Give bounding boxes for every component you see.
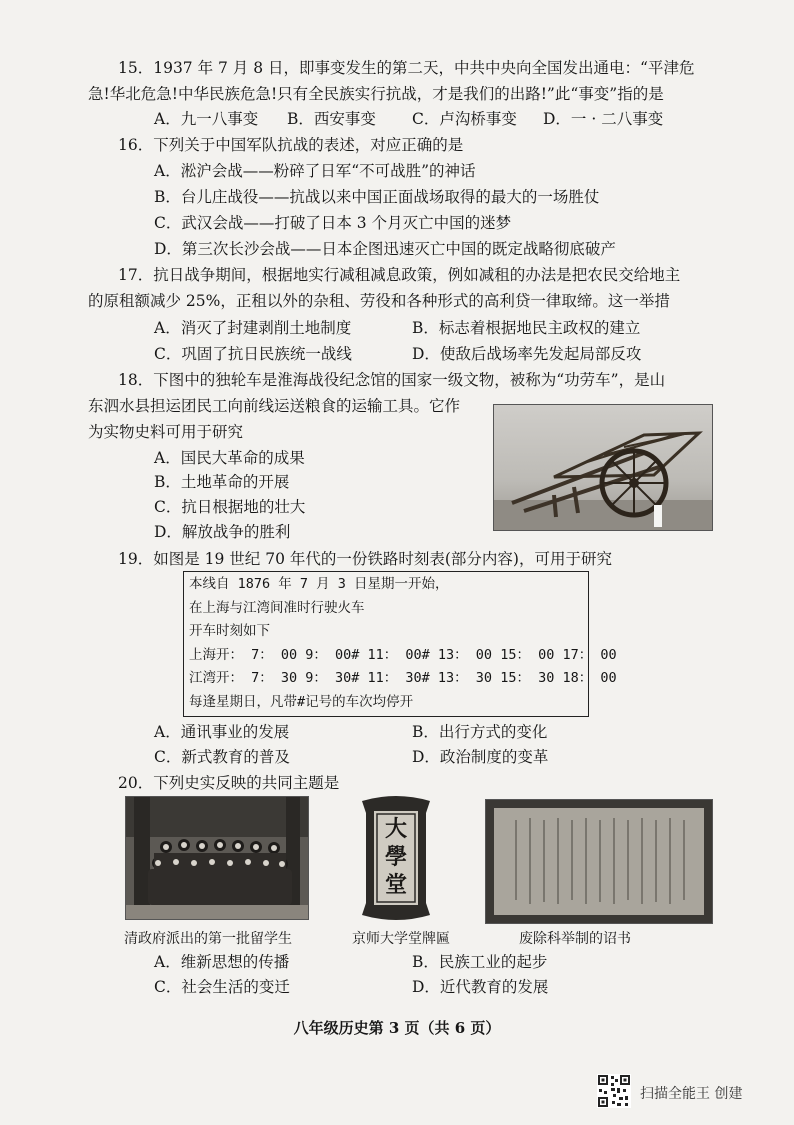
timetable-line: 开车时刻如下 [189, 623, 270, 639]
q17-option-d: D．使敌后战场率先发起局部反攻 [412, 345, 642, 363]
university-plaque [358, 795, 434, 921]
caption-plaque: 京师大学堂牌匾 [352, 931, 450, 947]
timetable-line: 上海开： 7： 00 9： 00# 11： 00# 13： 00 15： 00 17： 00 [189, 646, 617, 663]
q15-option-b: B．西安事变 [287, 110, 376, 128]
q15-option-a: A．九一八事变 [154, 110, 259, 128]
q15-option-c: C．卢沟桥事变 [412, 110, 517, 128]
q15-option-d: D．一 · 二八事变 [543, 110, 664, 128]
q19-option-d: D．政治制度的变革 [412, 748, 549, 766]
caption-edict: 废除科举制的诏书 [519, 931, 631, 947]
plaque-char: 大 [384, 816, 407, 842]
q16-option-a: A．淞沪会战——粉碎了日军“不可战胜”的神话 [154, 162, 476, 180]
q18-option-c: C．抗日根据地的壮大 [154, 498, 306, 516]
q20-stem: 20．下列史实反映的共同主题是 [118, 774, 340, 792]
q17-option-a: A．消灭了封建剥削土地制度 [154, 319, 352, 337]
q20-option-a: A．维新思想的传播 [154, 953, 290, 971]
q17-stem-line2: 的原租额减少 25%，正租以外的杂租、劳役和各种形式的高利贷一律取缔。这一举措 [88, 292, 670, 310]
timetable-line: 每逢星期日，凡带#记号的车次均停开 [189, 693, 414, 710]
timetable-line: 在上海与江湾间准时行驶火车 [189, 599, 365, 616]
caption-students: 清政府派出的第一批留学生 [124, 931, 292, 947]
q16-option-d: D．第三次长沙会战——日本企图迅速灭亡中国的既定战略彻底破产 [154, 240, 616, 258]
students-illustration [126, 797, 308, 919]
q20-option-d: D．近代教育的发展 [412, 978, 549, 996]
q19-option-b: B．出行方式的变化 [412, 723, 548, 741]
plaque-char: 堂 [384, 872, 407, 898]
q17-option-b: B．标志着根据地民主政权的建立 [412, 319, 641, 337]
q19-stem: 19．如图是 19 世纪 70 年代的一份铁路时刻表(部分内容)，可用于研究 [118, 550, 612, 568]
qr-code-icon [597, 1074, 631, 1108]
q18-stem-line2: 东泗水县担运团民工向前线运送粮食的运输工具。它作 [88, 397, 461, 415]
q19-option-c: C．新式教育的普及 [154, 748, 290, 766]
q17-option-c: C．巩固了抗日民族统一战线 [154, 345, 352, 363]
q15-stem-line1: 15．1937 年 7 月 8 日，即事变发生的第二天，中共中央向全国发出通电：“平津危 [118, 59, 695, 77]
students-photo [125, 796, 309, 920]
q20-option-b: B．民族工业的起步 [412, 953, 548, 971]
timetable-line: 本线自 1876 年 7 月 3 日星期一开始， [189, 576, 449, 592]
scanner-watermark: 扫描全能王 创建 [640, 1086, 743, 1102]
q19-option-a: A．通讯事业的发展 [154, 723, 290, 741]
page-footer: 八年级历史第 3 页（共 6 页） [293, 1019, 501, 1037]
q16-option-b: B．台儿庄战役——抗战以来中国正面战场取得的最大的一场胜仗 [154, 188, 600, 206]
q18-option-a: A．国民大革命的成果 [154, 449, 305, 467]
q16-stem: 16．下列关于中国军队抗战的表述，对应正确的是 [118, 136, 464, 154]
edict-photo [485, 799, 713, 924]
q20-option-c: C．社会生活的变迁 [154, 978, 290, 996]
wheelbarrow-photo [493, 404, 713, 531]
q16-option-c: C．武汉会战——打破了日本 3 个月灭亡中国的迷梦 [154, 214, 512, 232]
q17-stem-line1: 17．抗日战争期间，根据地实行减租减息政策，例如减租的办法是把农民交给地主 [118, 266, 681, 284]
railway-timetable [183, 571, 617, 717]
wheelbarrow-illustration [494, 405, 712, 530]
q18-option-d: D．解放战争的胜利 [154, 523, 291, 541]
edict-illustration [486, 800, 712, 923]
q18-option-b: B．土地革命的开展 [154, 473, 290, 491]
timetable-line: 江湾开： 7： 30 9： 30# 11： 30# 13： 30 15： 30 18： 00 [189, 670, 617, 686]
q18-stem-line1: 18．下图中的独轮车是淮海战役纪念馆的国家一级文物，被称为“功劳车”，是山 [118, 371, 666, 389]
q18-stem-line3: 为实物史料可用于研究 [88, 423, 244, 441]
q15-stem-line2: 急!华北危急!中华民族危急!只有全民族实行抗战，才是我们的出路!”此“事变”指的是 [88, 85, 664, 103]
plaque-char: 學 [384, 844, 407, 870]
